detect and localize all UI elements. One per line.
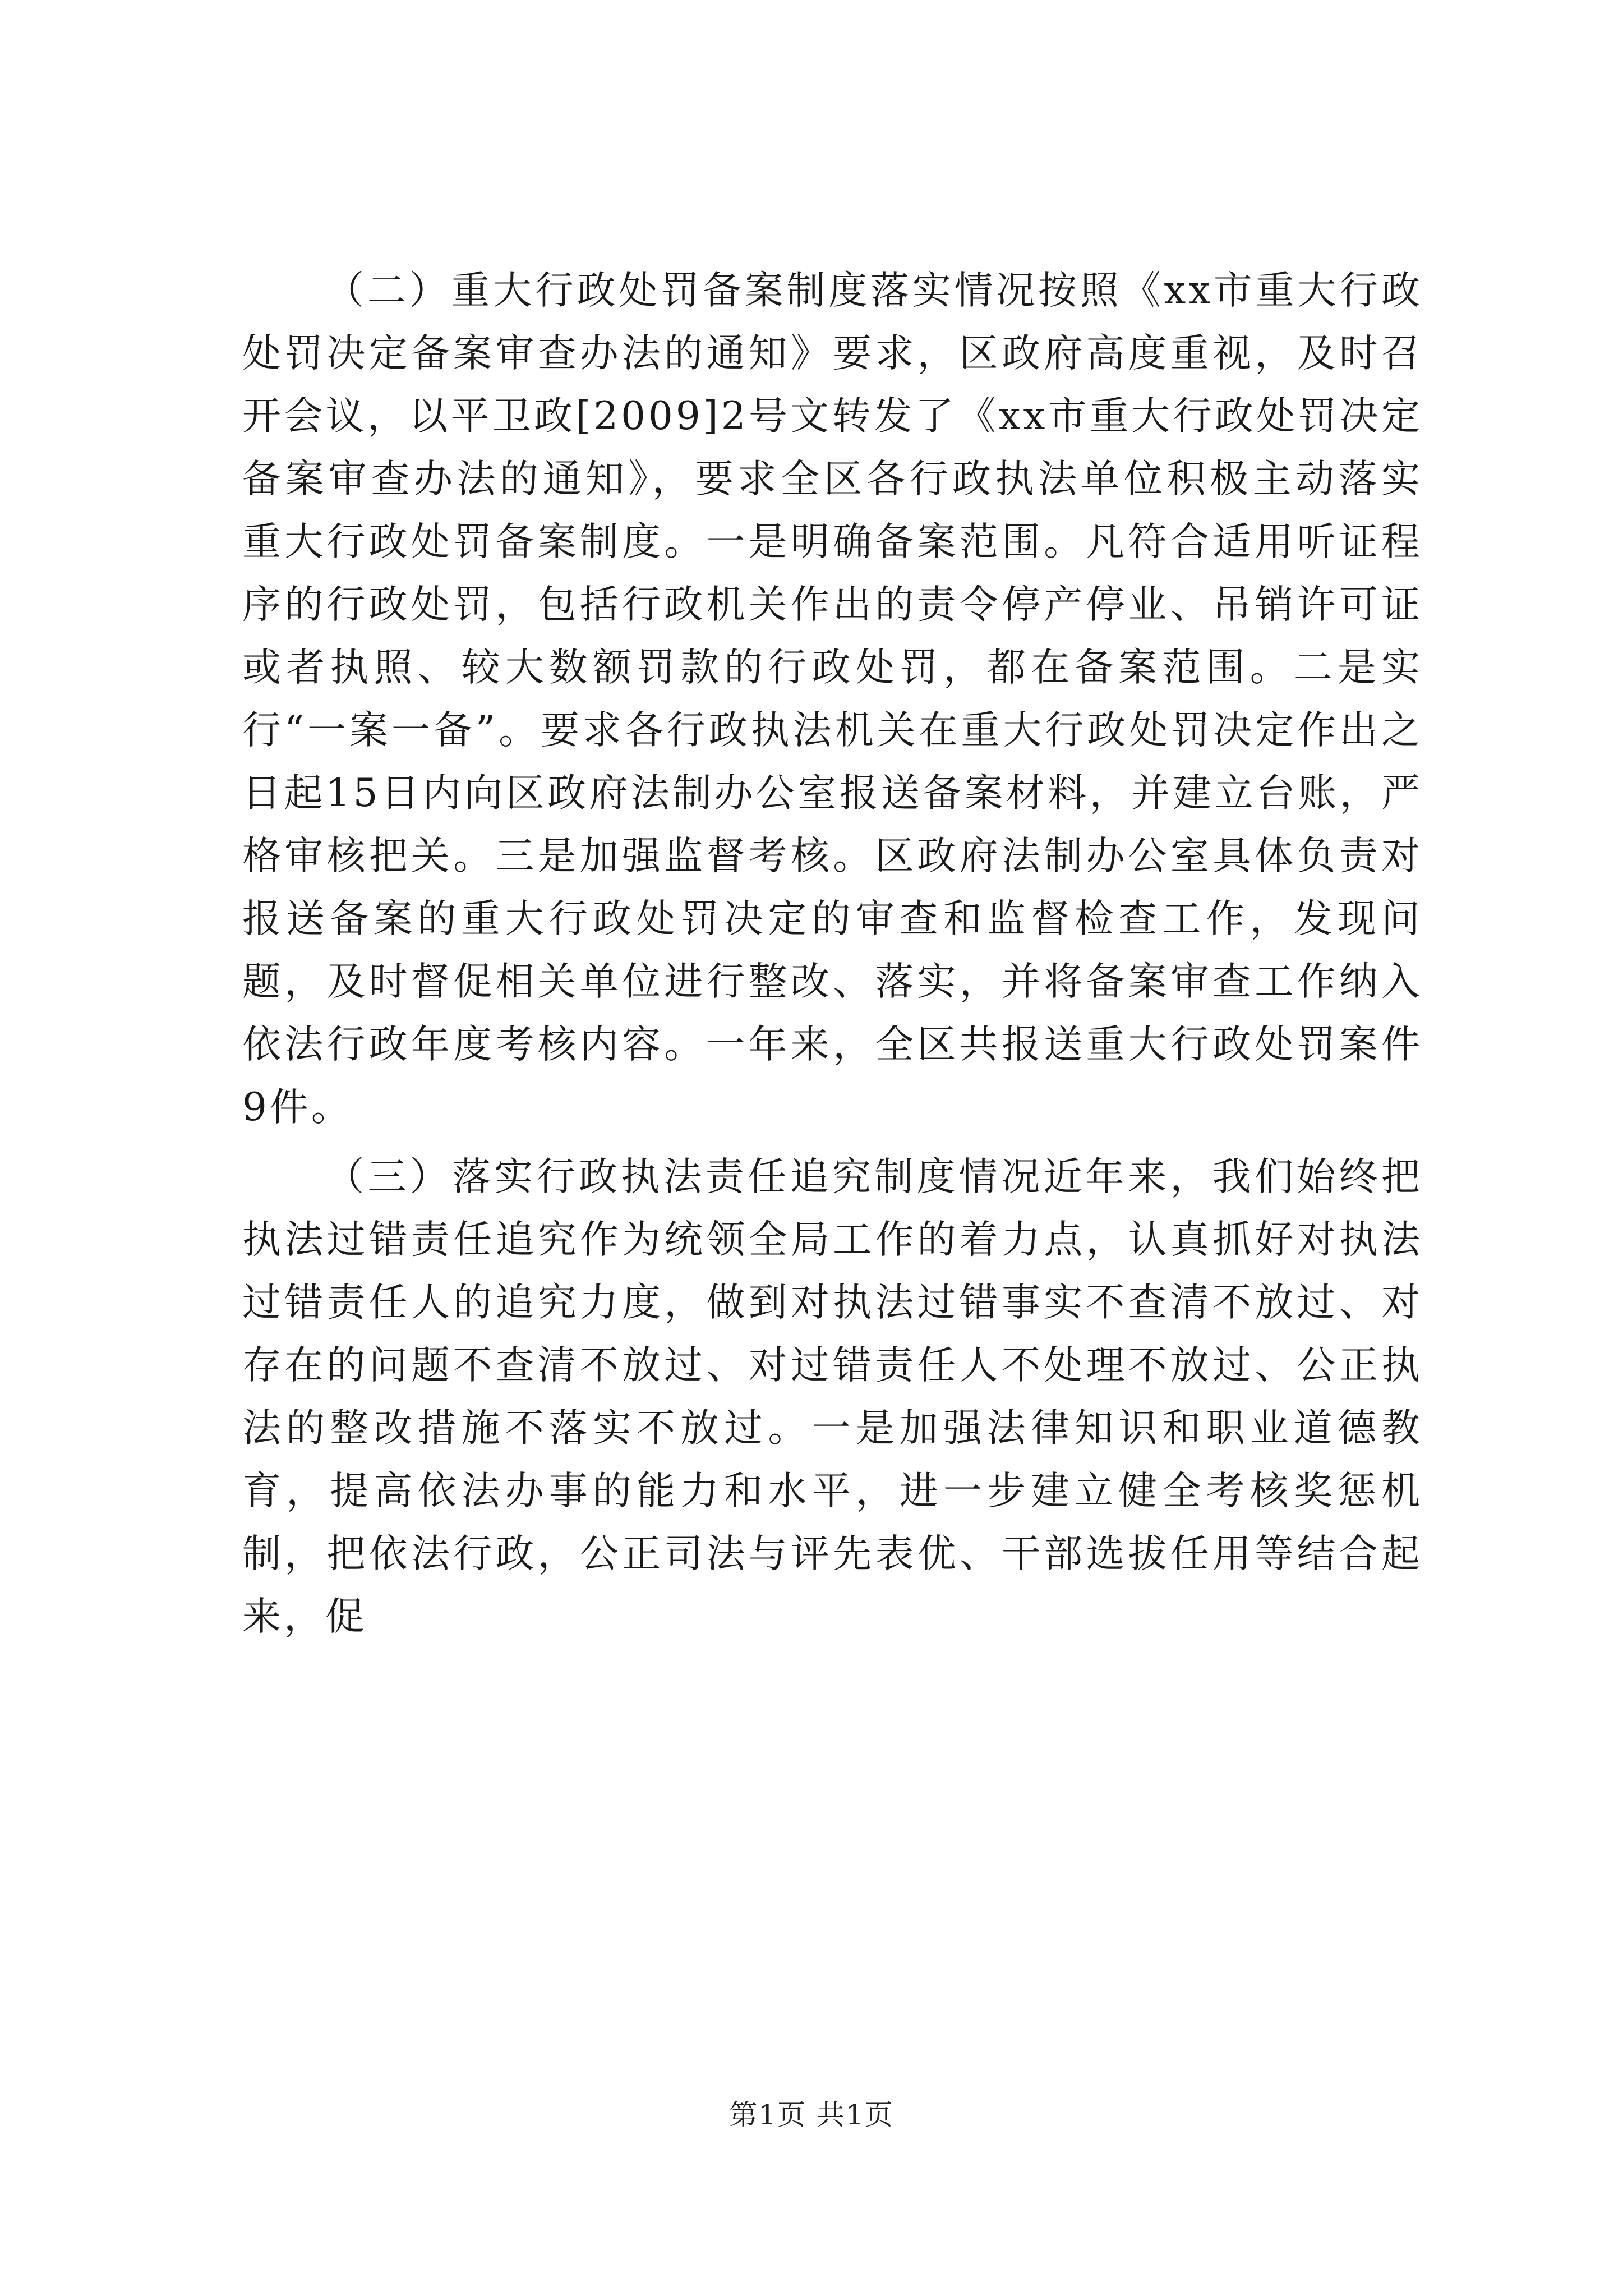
paragraph-section-2: （二）重大行政处罚备案制度落实情况按照《xx市重大行政处罚决定备案审查办法的通知》要求，区政府高度重视，及时召开会议，以平卫政[2009]2号文转发了《xx市重大行政处罚决定备案审查办法的通知》，要求全区各行政执法单位积极主动落实重大行政处罚备案制度。一是明确备案范围。凡符合适用听证程序的行政处罚，包括行政机关作出的责令停产停业、吊销许可证或者执照、较大数额罚款的行政处罚，都在备案范围。二是实行“一案一备”。要求各行政执法机关在重大行政处罚决定作出之日起15日内向区政府法制办公室报送备案材料，并建立台账，严格审核把关。三是加强监督考核。区政府法制办公室具体负责对报送备案的重大行政处罚决定的审查和监督检查工作，发现问题，及时督促相关单位进行整改、落实，并将备案审查工作纳入依法行政年度考核内容。一年来，全区共报送重大行政处罚案件9件。 [242, 268, 1423, 1130]
document-body [242, 259, 1423, 1655]
page-footer: 第1页 共1页 [729, 2099, 894, 2131]
paragraph-section-3: （三）落实行政执法责任追究制度情况近年来，我们始终把执法过错责任追究作为统领全局工作的着力点，认真抓好对执法过错责任人的追究力度，做到对执法过错事实不查清不放过、对存在的问题不查清不放过、对过错责任人不处理不放过、公正执法的整改措施不落实不放过。一是加强法律知识和职业道德教育，提高依法办事的能力和水平，进一步建立健全考核奖惩机制，把依法行政，公正司法与评先表优、干部选拔任用等结合起来，促 [242, 1154, 1423, 1639]
